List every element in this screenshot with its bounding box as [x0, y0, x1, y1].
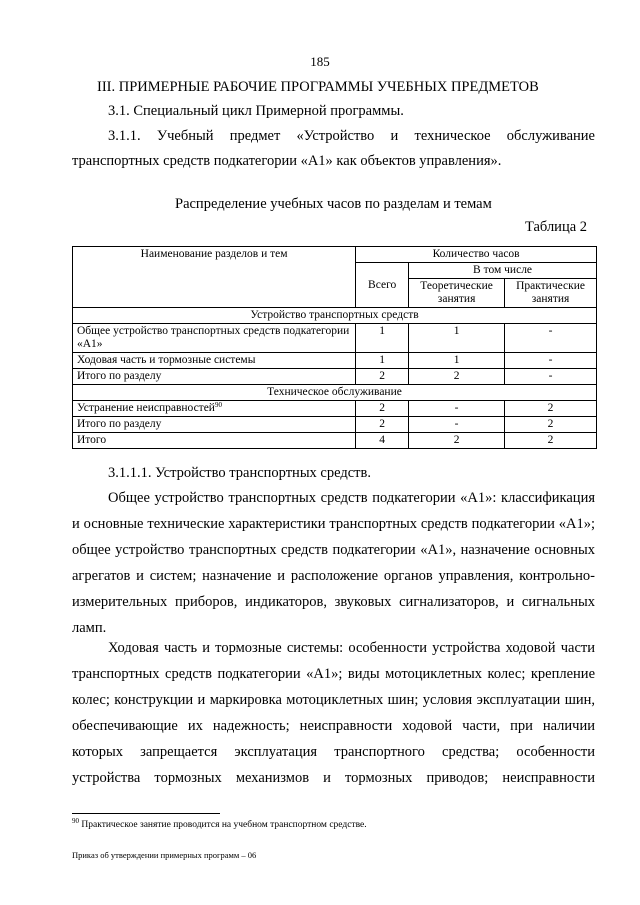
row-practice: - [505, 369, 597, 385]
para2-line: обеспечивающие их надежность; неисправности ходовой части, при наличии [72, 718, 595, 734]
footnote-number: 90 [72, 817, 79, 825]
row-total: 1 [356, 324, 409, 353]
subsection-3-1: 3.1. Специальный цикл Примерной программы. [108, 103, 404, 119]
row-practice: - [505, 324, 597, 353]
row-name: Итого [73, 433, 356, 449]
para1-line: агрегатов и систем; назначение и расположение органов управления, контрольно- [72, 568, 595, 584]
table-row [73, 433, 597, 449]
para2-line: транспортных средств подкатегории «А1»; виды мотоциклетных колес; крепление [72, 666, 595, 682]
para1-line: и основные технические характеристики транспортных средств подкатегории «А1»; [72, 516, 595, 532]
table-row [73, 324, 597, 353]
para1-line: измерительных приборов, индикаторов, звуковых сигнализаторов, и сигнальных [72, 594, 595, 610]
para1-line: Общее устройство транспортных средств подкатегории «А1»: классификация [108, 490, 595, 506]
subsection-3-1-1-line1: 3.1.1. Учебный предмет «Устройство и техническое обслуживание [108, 128, 595, 144]
row-name: Итого по разделу [73, 417, 356, 433]
footnote-text: Практическое занятие проводится на учебном транспортном средстве. [79, 820, 367, 830]
row-total: 2 [356, 369, 409, 385]
row-name: Устранение неисправностей [77, 402, 215, 414]
row-name-cell [73, 401, 356, 417]
row-total: 1 [356, 353, 409, 369]
para1-line: ламп. [72, 620, 107, 636]
row-practice: 2 [505, 417, 597, 433]
section2-title: Техническое обслуживание [73, 385, 597, 401]
row-theory: 1 [409, 353, 505, 369]
row-theory: - [409, 417, 505, 433]
header-total: Всего [356, 263, 409, 308]
row-total: 2 [356, 417, 409, 433]
para2-line: которых запрещается эксплуатация транспортного средства; особенности [72, 744, 595, 760]
hours-table [72, 246, 597, 449]
row-name: Итого по разделу [73, 369, 356, 385]
row-name: Ходовая часть и тормозные системы [73, 353, 356, 369]
row-name: Общее устройство транспортных средств подкатегории «А1» [73, 324, 356, 353]
subsection-3-1-1-1: 3.1.1.1. Устройство транспортных средств. [108, 465, 371, 481]
footnote [72, 817, 367, 830]
table-caption: Распределение учебных часов по разделам и темам [175, 196, 492, 212]
para1-line: общее устройство транспортных средств подкатегории «А1», назначение основных [72, 542, 595, 558]
table-row [73, 401, 597, 417]
table-row [73, 369, 597, 385]
row-theory: 2 [409, 369, 505, 385]
section1-title: Устройство транспортных средств [73, 308, 597, 324]
header-practice: Практические занятия [505, 279, 597, 308]
page-number: 185 [310, 54, 330, 69]
para2-line: Ходовая часть и тормозные системы: особенности устройства ходовой части [108, 640, 595, 656]
para2-line: колес; конструкции и маркировка мотоциклетных шин; условия эксплуатации шин, [72, 692, 595, 708]
header-hours: Количество часов [356, 247, 597, 263]
subsection-3-1-1-line2: транспортных средств подкатегории «А1» как объектов управления». [72, 153, 502, 169]
header-topics: Наименование разделов и тем [73, 247, 356, 308]
table-label: Таблица 2 [525, 219, 588, 235]
table-row [73, 353, 597, 369]
row-theory: - [409, 401, 505, 417]
row-theory: 1 [409, 324, 505, 353]
para2-line: устройства тормозных механизмов и тормозных приводов; неисправности [72, 770, 595, 786]
header-including: В том числе [409, 263, 597, 279]
row-practice: 2 [505, 433, 597, 449]
table-row [73, 417, 597, 433]
row-total: 2 [356, 401, 409, 417]
footnote-rule [72, 813, 220, 814]
row-practice: 2 [505, 401, 597, 417]
footnote-ref: 90 [214, 401, 222, 409]
section-heading: III. ПРИМЕРНЫЕ РАБОЧИЕ ПРОГРАММЫ УЧЕБНЫХ ПРЕДМЕТОВ [97, 79, 539, 95]
row-practice: - [505, 353, 597, 369]
row-total: 4 [356, 433, 409, 449]
bottom-note: Приказ об утверждении примерных программ – 06 [72, 850, 257, 860]
header-theory: Теоретические занятия [409, 279, 505, 308]
row-theory: 2 [409, 433, 505, 449]
